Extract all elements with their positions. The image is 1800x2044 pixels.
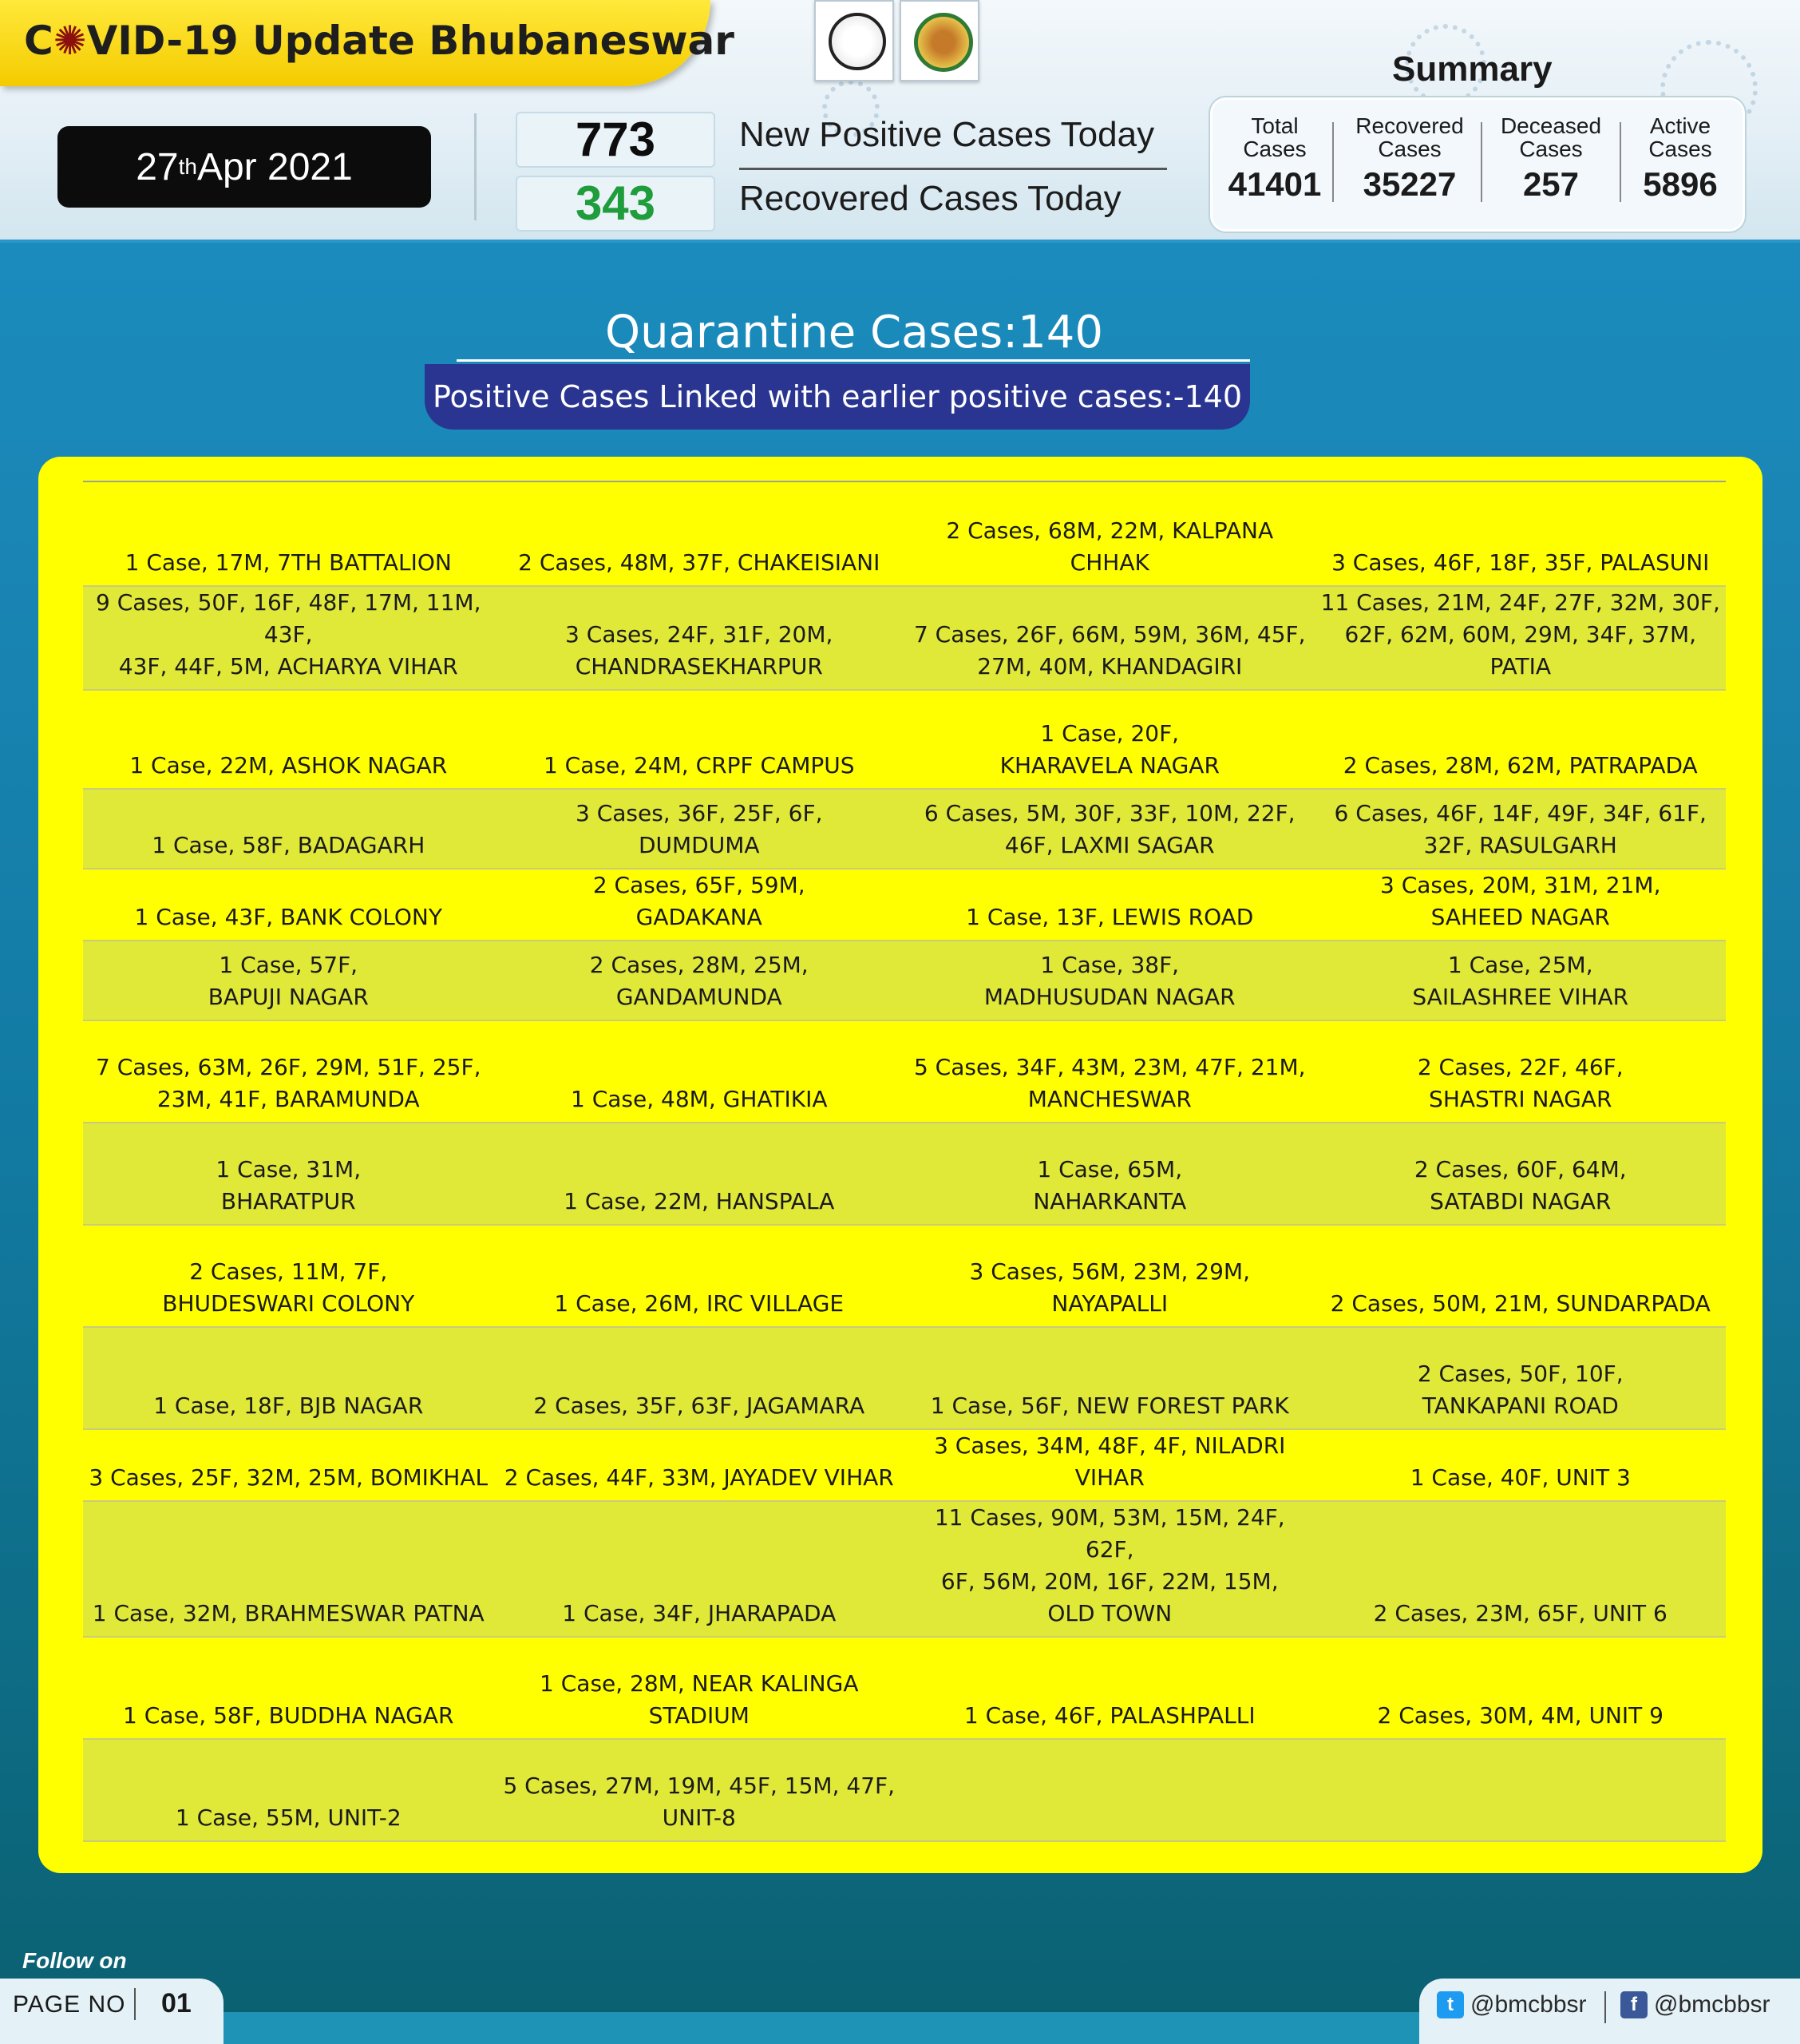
- case-cell: 11 Cases, 90M, 53M, 15M, 24F, 62F, 6F, 56M, 20M, 16F, 22M, 15M, OLD TOWN: [904, 1501, 1315, 1637]
- case-cell: 1 Case, 38F, MADHUSUDAN NAGAR: [904, 941, 1315, 1020]
- case-cell: 3 Cases, 34M, 48F, 4F, NILADRI VIHAR: [904, 1429, 1315, 1501]
- case-cell: 2 Cases, 50M, 21M, SUNDARPADA: [1315, 1225, 1727, 1327]
- case-cell: 1 Case, 34F, JHARAPADA: [494, 1501, 905, 1637]
- summary-value: 41401: [1228, 165, 1322, 203]
- case-cell: 7 Cases, 63M, 26F, 29M, 51F, 25F, 23M, 41F, BARAMUNDA: [83, 1020, 494, 1123]
- divider: [1620, 122, 1621, 202]
- case-cell: 3 Cases, 24F, 31F, 20M, CHANDRASEKHARPUR: [494, 586, 905, 690]
- new-positive-count: 773: [516, 112, 715, 168]
- table-row: [83, 1429, 1726, 1501]
- summary-title: Summary: [1392, 50, 1553, 89]
- bmc-logo: [900, 0, 979, 81]
- case-cell: 6 Cases, 46F, 14F, 49F, 34F, 61F, 32F, RASULGARH: [1315, 789, 1727, 869]
- twitter-icon: t: [1437, 1991, 1464, 2018]
- case-cell: 1 Case, 22M, HANSPALA: [494, 1123, 905, 1225]
- divider: [134, 1988, 136, 2020]
- summary-value: 5896: [1643, 165, 1718, 203]
- facebook-icon: f: [1620, 1991, 1648, 2018]
- table-row: [83, 690, 1726, 789]
- table-row: [83, 1637, 1726, 1739]
- summary-deceased: [1484, 114, 1618, 204]
- table-row: [83, 1020, 1726, 1123]
- case-cell: [904, 1739, 1315, 1841]
- summary-label: Recovered Cases: [1355, 113, 1464, 161]
- virus-icon: ✺: [53, 18, 87, 64]
- recovered-label: Recovered Cases Today: [739, 179, 1122, 218]
- table-row: [83, 1225, 1726, 1327]
- table-row: [83, 789, 1726, 869]
- case-cell: 2 Cases, 28M, 62M, PATRAPADA: [1315, 690, 1727, 789]
- case-cell: 5 Cases, 34F, 43M, 23M, 47F, 21M, MANCHESWAR: [904, 1020, 1315, 1123]
- summary-label: Active Cases: [1648, 113, 1712, 161]
- case-cell: 2 Cases, 50F, 10F, TANKAPANI ROAD: [1315, 1327, 1727, 1429]
- case-cell: 1 Case, 18F, BJB NAGAR: [83, 1327, 494, 1429]
- follow-on-label: Follow on: [22, 1948, 127, 1973]
- facebook-link[interactable]: [1620, 1991, 1770, 2018]
- title-banner: [0, 0, 734, 86]
- case-cell: 2 Cases, 11M, 7F, BHUDESWARI COLONY: [83, 1225, 494, 1327]
- state-emblem-icon: [829, 13, 886, 70]
- table-row: [83, 1327, 1726, 1429]
- case-cell: 1 Case, 26M, IRC VILLAGE: [494, 1225, 905, 1327]
- case-cell: 3 Cases, 20M, 31M, 21M, SAHEED NAGAR: [1315, 869, 1727, 941]
- case-cell: 3 Cases, 25F, 32M, 25M, BOMIKHAL: [83, 1429, 494, 1501]
- recovered-count: 343: [516, 176, 715, 232]
- divider: [457, 359, 1250, 362]
- case-cell: 1 Case, 58F, BUDDHA NAGAR: [83, 1637, 494, 1739]
- case-cell: 1 Case, 58F, BADAGARH: [83, 789, 494, 869]
- page-label: PAGE NO: [13, 1991, 126, 2018]
- case-cell: 2 Cases, 44F, 33M, JAYADEV VIHAR: [494, 1429, 905, 1501]
- case-cell: 2 Cases, 48M, 37F, CHAKEISIANI: [494, 484, 905, 586]
- case-cell: 1 Case, 40F, UNIT 3: [1315, 1429, 1727, 1501]
- divider: [83, 481, 1726, 482]
- case-cell: 11 Cases, 21M, 24F, 27F, 32M, 30F, 62F, 62M, 60M, 29M, 34F, 37M, PATIA: [1315, 586, 1727, 690]
- case-cell: 9 Cases, 50F, 16F, 48F, 17M, 11M, 43F, 43F, 44F, 5M, ACHARYA VIHAR: [83, 586, 494, 690]
- summary-total: [1219, 114, 1331, 204]
- case-cell: 2 Cases, 68M, 22M, KALPANA CHHAK: [904, 484, 1315, 586]
- case-cell: 2 Cases, 28M, 25M, GANDAMUNDA: [494, 941, 905, 1020]
- page-number: 01: [161, 1988, 192, 2018]
- case-cell: 1 Case, 46F, PALASHPALLI: [904, 1637, 1315, 1739]
- case-cell: 1 Case, 65M, NAHARKANTA: [904, 1123, 1315, 1225]
- summary-value: 257: [1522, 165, 1580, 203]
- summary-recovered: [1339, 114, 1481, 204]
- case-cell: 1 Case, 13F, LEWIS ROAD: [904, 869, 1315, 941]
- new-positive-label: New Positive Cases Today: [739, 115, 1155, 154]
- case-cell: 1 Case, 43F, BANK COLONY: [83, 869, 494, 941]
- twitter-link[interactable]: [1437, 1991, 1587, 2018]
- date-display: 27 th Apr 2021: [57, 126, 431, 208]
- case-cell: 1 Case, 17M, 7TH BATTALION: [83, 484, 494, 586]
- table-row: [83, 484, 1726, 586]
- case-cell: 3 Cases, 36F, 25F, 6F, DUMDUMA: [494, 789, 905, 869]
- case-cell: 1 Case, 32M, BRAHMESWAR PATNA: [83, 1501, 494, 1637]
- case-cell: 1 Case, 28M, NEAR KALINGA STADIUM: [494, 1637, 905, 1739]
- divider: [1332, 122, 1334, 202]
- bmc-emblem-icon: [914, 13, 973, 72]
- divider: [1604, 1991, 1606, 2023]
- case-cell: [1315, 1739, 1727, 1841]
- case-cell: 1 Case, 55M, UNIT-2: [83, 1739, 494, 1841]
- quarantine-title: Quarantine Cases:140: [605, 307, 1103, 358]
- summary-label: Deceased Cases: [1500, 113, 1602, 161]
- summary-box: [1210, 97, 1745, 232]
- table-row: [83, 1739, 1726, 1841]
- case-cell: 1 Case, 31M, BHARATPUR: [83, 1123, 494, 1225]
- table-row: [83, 869, 1726, 941]
- case-cell: 3 Cases, 46F, 18F, 35F, PALASUNI: [1315, 484, 1727, 586]
- case-cell: 2 Cases, 23M, 65F, UNIT 6: [1315, 1501, 1727, 1637]
- table-row: [83, 1123, 1726, 1225]
- case-cell: 2 Cases, 30M, 4M, UNIT 9: [1315, 1637, 1727, 1739]
- summary-active: [1624, 114, 1736, 204]
- divider: [739, 168, 1167, 170]
- facebook-handle: @bmcbbsr: [1654, 1991, 1770, 2018]
- case-cell: 1 Case, 25M, SAILASHREE VIHAR: [1315, 941, 1727, 1020]
- case-cell: 1 Case, 48M, GHATIKIA: [494, 1020, 905, 1123]
- case-cell: 3 Cases, 56M, 23M, 29M, NAYAPALLI: [904, 1225, 1315, 1327]
- summary-label: Total Cases: [1243, 113, 1307, 161]
- linked-cases-banner: Positive Cases Linked with earlier positive cases:-140: [425, 364, 1250, 430]
- case-cell: 2 Cases, 65F, 59M, GADAKANA: [494, 869, 905, 941]
- case-cell: 1 Case, 56F, NEW FOREST PARK: [904, 1327, 1315, 1429]
- case-cell: 1 Case, 22M, ASHOK NAGAR: [83, 690, 494, 789]
- case-cell: 2 Cases, 35F, 63F, JAGAMARA: [494, 1327, 905, 1429]
- summary-value: 35227: [1363, 165, 1457, 203]
- case-cell: 1 Case, 57F, BAPUJI NAGAR: [83, 941, 494, 1020]
- divider: [474, 113, 477, 220]
- case-cell: 2 Cases, 22F, 46F, SHASTRI NAGAR: [1315, 1020, 1727, 1123]
- case-cell: 1 Case, 24M, CRPF CAMPUS: [494, 690, 905, 789]
- page-title: C✺VID-19 Update Bhubaneswar: [24, 18, 734, 64]
- table-row: [83, 1501, 1726, 1637]
- case-cell: 5 Cases, 27M, 19M, 45F, 15M, 47F, UNIT-8: [494, 1739, 905, 1841]
- cases-table: [83, 484, 1726, 1842]
- divider: [1481, 122, 1482, 202]
- case-cell: 2 Cases, 60F, 64M, SATABDI NAGAR: [1315, 1123, 1727, 1225]
- case-cell: 6 Cases, 5M, 30F, 33F, 10M, 22F, 46F, LAXMI SAGAR: [904, 789, 1315, 869]
- table-row: [83, 586, 1726, 690]
- case-cell: 1 Case, 20F, KHARAVELA NAGAR: [904, 690, 1315, 789]
- case-cell: 7 Cases, 26F, 66M, 59M, 36M, 45F, 27M, 40M, KHANDAGIRI: [904, 586, 1315, 690]
- table-row: [83, 941, 1726, 1020]
- twitter-handle: @bmcbbsr: [1470, 1991, 1587, 2018]
- odisha-government-logo: [814, 0, 894, 81]
